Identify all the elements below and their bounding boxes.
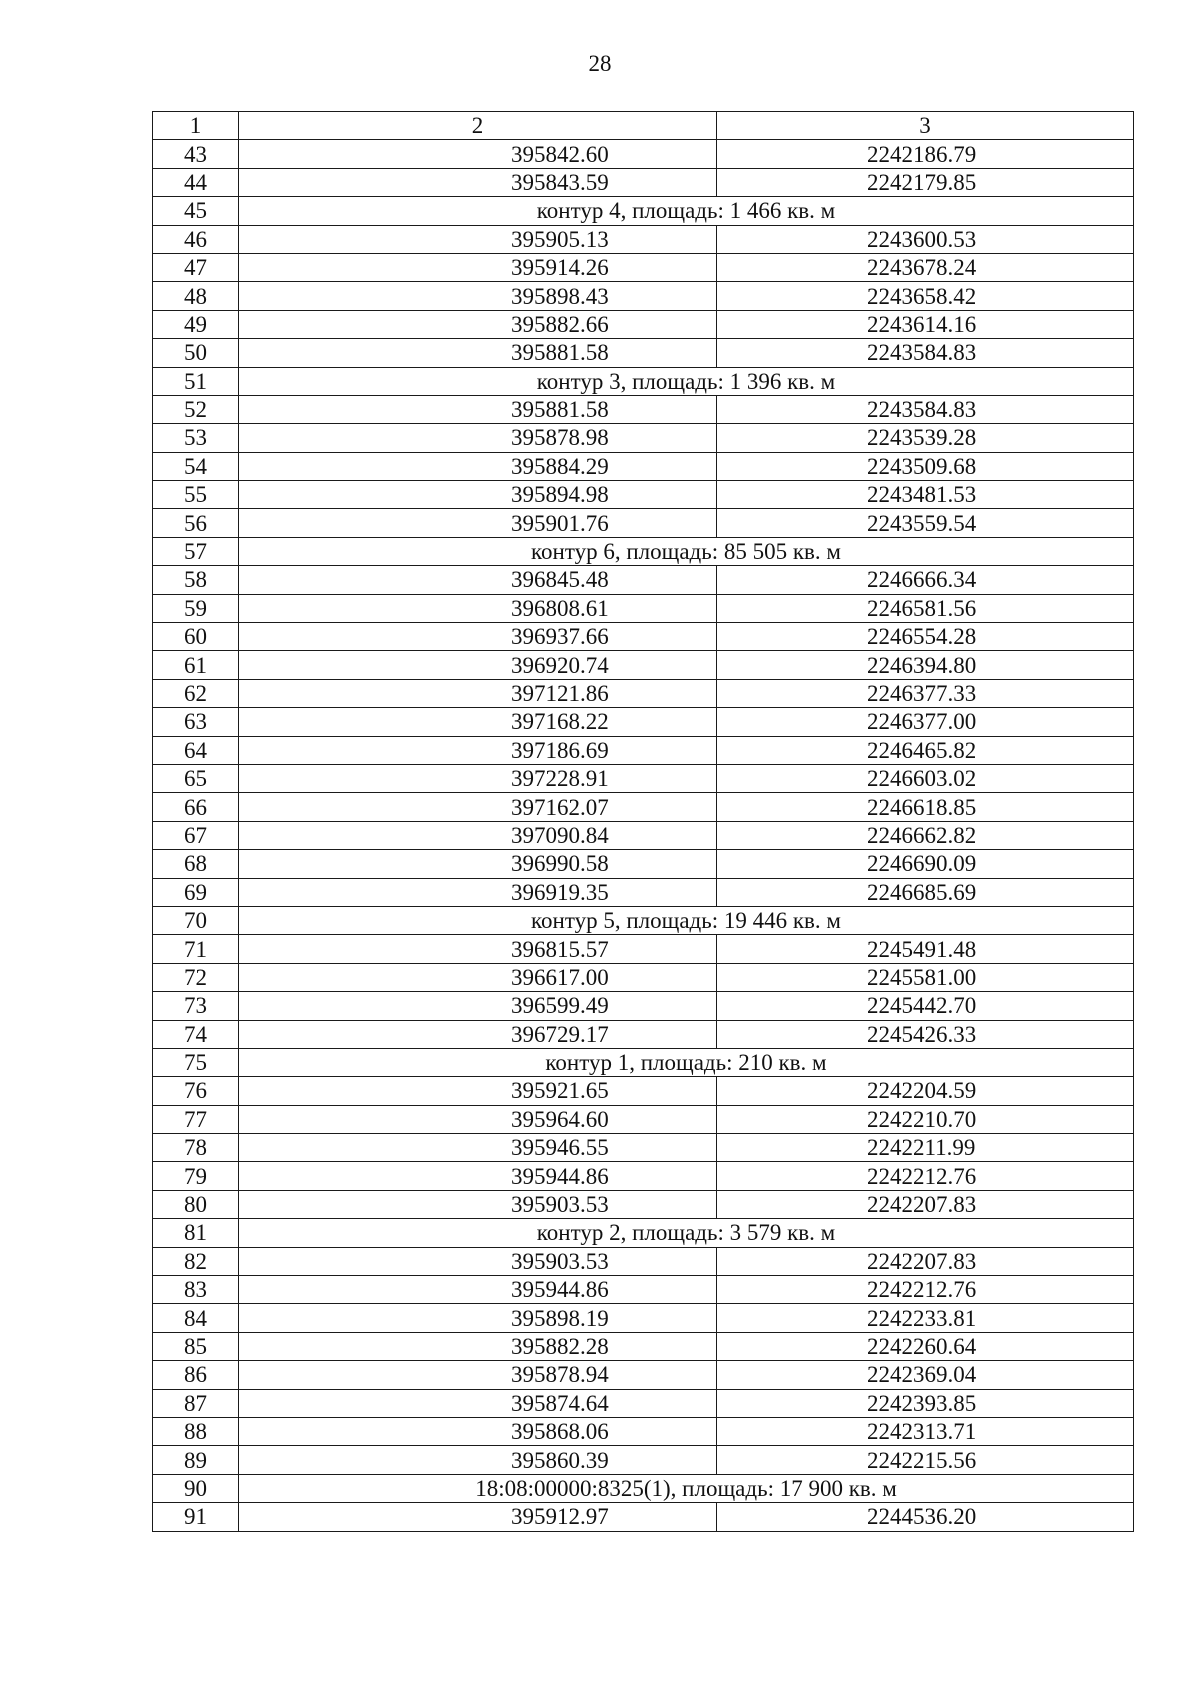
point-number-cell: 74 <box>153 1020 239 1048</box>
x-coordinate-cell: 395901.76 <box>239 509 717 537</box>
y-coordinate-cell: 2242204.59 <box>717 1077 1134 1105</box>
x-coordinate-cell: 395903.53 <box>239 1190 717 1218</box>
table-row <box>153 566 1134 594</box>
x-coordinate-cell: 397162.07 <box>239 793 717 821</box>
x-coordinate-cell: 395874.64 <box>239 1389 717 1417</box>
point-number-cell: 88 <box>153 1417 239 1445</box>
table-row <box>153 1417 1134 1445</box>
point-number-cell: 50 <box>153 339 239 367</box>
y-coordinate-cell: 2242207.83 <box>717 1190 1134 1218</box>
x-coordinate-cell: 395842.60 <box>239 140 717 168</box>
x-coordinate-cell: 396808.61 <box>239 594 717 622</box>
table-row <box>153 1162 1134 1190</box>
table-row <box>153 140 1134 168</box>
y-coordinate-cell: 2246377.00 <box>717 708 1134 736</box>
x-coordinate-cell: 396729.17 <box>239 1020 717 1048</box>
y-coordinate-cell: 2243678.24 <box>717 253 1134 281</box>
x-coordinate-cell: 395944.86 <box>239 1162 717 1190</box>
contour-header-row <box>153 1219 1134 1247</box>
point-number-cell: 73 <box>153 992 239 1020</box>
y-coordinate-cell: 2242369.04 <box>717 1361 1134 1389</box>
y-coordinate-cell: 2243614.16 <box>717 310 1134 338</box>
table-row <box>153 878 1134 906</box>
y-coordinate-cell: 2246666.34 <box>717 566 1134 594</box>
point-number-cell: 51 <box>153 367 239 395</box>
y-coordinate-cell: 2242393.85 <box>717 1389 1134 1417</box>
point-number-cell: 64 <box>153 736 239 764</box>
table-row <box>153 168 1134 196</box>
contour-label-cell: 18:08:00000:8325(1), площадь: 17 900 кв. м <box>239 1474 1134 1502</box>
point-number-cell: 44 <box>153 168 239 196</box>
x-coordinate-cell: 395898.43 <box>239 282 717 310</box>
y-coordinate-cell: 2242212.76 <box>717 1276 1134 1304</box>
x-coordinate-cell: 395860.39 <box>239 1446 717 1474</box>
x-coordinate-cell: 396919.35 <box>239 878 717 906</box>
point-number-cell: 75 <box>153 1048 239 1076</box>
table-row <box>153 679 1134 707</box>
x-coordinate-cell: 395878.98 <box>239 424 717 452</box>
y-coordinate-cell: 2242186.79 <box>717 140 1134 168</box>
y-coordinate-cell: 2243600.53 <box>717 225 1134 253</box>
y-coordinate-cell: 2246685.69 <box>717 878 1134 906</box>
table-row <box>153 253 1134 281</box>
x-coordinate-cell: 395894.98 <box>239 481 717 509</box>
point-number-cell: 82 <box>153 1247 239 1275</box>
y-coordinate-cell: 2246394.80 <box>717 651 1134 679</box>
x-coordinate-cell: 397121.86 <box>239 679 717 707</box>
x-coordinate-cell: 396599.49 <box>239 992 717 1020</box>
y-coordinate-cell: 2245581.00 <box>717 963 1134 991</box>
header-cell-1: 1 <box>153 112 239 140</box>
point-number-cell: 49 <box>153 310 239 338</box>
point-number-cell: 62 <box>153 679 239 707</box>
table-row <box>153 1304 1134 1332</box>
table-row <box>153 708 1134 736</box>
header-cell-3: 3 <box>717 112 1134 140</box>
x-coordinate-cell: 395882.66 <box>239 310 717 338</box>
point-number-cell: 77 <box>153 1105 239 1133</box>
table-header-row <box>153 112 1134 140</box>
x-coordinate-cell: 396920.74 <box>239 651 717 679</box>
x-coordinate-cell: 395881.58 <box>239 339 717 367</box>
x-coordinate-cell: 396937.66 <box>239 623 717 651</box>
point-number-cell: 86 <box>153 1361 239 1389</box>
contour-label-cell: контур 2, площадь: 3 579 кв. м <box>239 1219 1134 1247</box>
y-coordinate-cell: 2243584.83 <box>717 395 1134 423</box>
table-row <box>153 509 1134 537</box>
y-coordinate-cell: 2242211.99 <box>717 1134 1134 1162</box>
x-coordinate-cell: 395898.19 <box>239 1304 717 1332</box>
table-row <box>153 424 1134 452</box>
y-coordinate-cell: 2246603.02 <box>717 764 1134 792</box>
table-row <box>153 1332 1134 1360</box>
y-coordinate-cell: 2246690.09 <box>717 850 1134 878</box>
point-number-cell: 85 <box>153 1332 239 1360</box>
table-row <box>153 452 1134 480</box>
table-row <box>153 736 1134 764</box>
y-coordinate-cell: 2246554.28 <box>717 623 1134 651</box>
y-coordinate-cell: 2243539.28 <box>717 424 1134 452</box>
x-coordinate-cell: 396815.57 <box>239 935 717 963</box>
header-cell-2: 2 <box>239 112 717 140</box>
point-number-cell: 54 <box>153 452 239 480</box>
contour-label-cell: контур 1, площадь: 210 кв. м <box>239 1048 1134 1076</box>
point-number-cell: 67 <box>153 821 239 849</box>
table-row <box>153 992 1134 1020</box>
y-coordinate-cell: 2246618.85 <box>717 793 1134 821</box>
y-coordinate-cell: 2242212.76 <box>717 1162 1134 1190</box>
y-coordinate-cell: 2242207.83 <box>717 1247 1134 1275</box>
y-coordinate-cell: 2243584.83 <box>717 339 1134 367</box>
x-coordinate-cell: 397168.22 <box>239 708 717 736</box>
contour-header-row <box>153 197 1134 225</box>
table-row <box>153 1190 1134 1218</box>
y-coordinate-cell: 2246377.33 <box>717 679 1134 707</box>
point-number-cell: 91 <box>153 1503 239 1531</box>
y-coordinate-cell: 2245426.33 <box>717 1020 1134 1048</box>
x-coordinate-cell: 395843.59 <box>239 168 717 196</box>
y-coordinate-cell: 2242313.71 <box>717 1417 1134 1445</box>
point-number-cell: 48 <box>153 282 239 310</box>
y-coordinate-cell: 2245491.48 <box>717 935 1134 963</box>
point-number-cell: 59 <box>153 594 239 622</box>
y-coordinate-cell: 2242260.64 <box>717 1332 1134 1360</box>
table-row <box>153 1446 1134 1474</box>
contour-header-row <box>153 537 1134 565</box>
table-row <box>153 225 1134 253</box>
table-row <box>153 1503 1134 1531</box>
x-coordinate-cell: 395884.29 <box>239 452 717 480</box>
y-coordinate-cell: 2243481.53 <box>717 481 1134 509</box>
point-number-cell: 68 <box>153 850 239 878</box>
y-coordinate-cell: 2246662.82 <box>717 821 1134 849</box>
x-coordinate-cell: 395868.06 <box>239 1417 717 1445</box>
table-row <box>153 1247 1134 1275</box>
point-number-cell: 47 <box>153 253 239 281</box>
x-coordinate-cell: 395882.28 <box>239 1332 717 1360</box>
y-coordinate-cell: 2244536.20 <box>717 1503 1134 1531</box>
y-coordinate-cell: 2246465.82 <box>717 736 1134 764</box>
point-number-cell: 46 <box>153 225 239 253</box>
y-coordinate-cell: 2243559.54 <box>717 509 1134 537</box>
y-coordinate-cell: 2246581.56 <box>717 594 1134 622</box>
y-coordinate-cell: 2242210.70 <box>717 1105 1134 1133</box>
point-number-cell: 90 <box>153 1474 239 1502</box>
point-number-cell: 57 <box>153 537 239 565</box>
table-row <box>153 793 1134 821</box>
table-row <box>153 1134 1134 1162</box>
point-number-cell: 53 <box>153 424 239 452</box>
x-coordinate-cell: 396845.48 <box>239 566 717 594</box>
table-row <box>153 935 1134 963</box>
table-row <box>153 1020 1134 1048</box>
x-coordinate-cell: 395921.65 <box>239 1077 717 1105</box>
table-row <box>153 623 1134 651</box>
point-number-cell: 76 <box>153 1077 239 1105</box>
table-row <box>153 594 1134 622</box>
coordinates-table <box>152 111 1134 1532</box>
table-row <box>153 1105 1134 1133</box>
x-coordinate-cell: 396617.00 <box>239 963 717 991</box>
contour-label-cell: контур 6, площадь: 85 505 кв. м <box>239 537 1134 565</box>
table-row <box>153 764 1134 792</box>
x-coordinate-cell: 397228.91 <box>239 764 717 792</box>
point-number-cell: 71 <box>153 935 239 963</box>
x-coordinate-cell: 395903.53 <box>239 1247 717 1275</box>
y-coordinate-cell: 2242233.81 <box>717 1304 1134 1332</box>
x-coordinate-cell: 395964.60 <box>239 1105 717 1133</box>
y-coordinate-cell: 2245442.70 <box>717 992 1134 1020</box>
point-number-cell: 78 <box>153 1134 239 1162</box>
x-coordinate-cell: 395912.97 <box>239 1503 717 1531</box>
x-coordinate-cell: 396990.58 <box>239 850 717 878</box>
table-row <box>153 1361 1134 1389</box>
page-number: 28 <box>588 51 612 76</box>
y-coordinate-cell: 2242215.56 <box>717 1446 1134 1474</box>
table-body <box>153 112 1134 1532</box>
point-number-cell: 89 <box>153 1446 239 1474</box>
point-number-cell: 81 <box>153 1219 239 1247</box>
contour-label-cell: контур 4, площадь: 1 466 кв. м <box>239 197 1134 225</box>
point-number-cell: 70 <box>153 906 239 934</box>
point-number-cell: 58 <box>153 566 239 594</box>
y-coordinate-cell: 2243509.68 <box>717 452 1134 480</box>
contour-label-cell: контур 3, площадь: 1 396 кв. м <box>239 367 1134 395</box>
x-coordinate-cell: 395914.26 <box>239 253 717 281</box>
x-coordinate-cell: 397186.69 <box>239 736 717 764</box>
point-number-cell: 84 <box>153 1304 239 1332</box>
point-number-cell: 45 <box>153 197 239 225</box>
x-coordinate-cell: 395944.86 <box>239 1276 717 1304</box>
y-coordinate-cell: 2243658.42 <box>717 282 1134 310</box>
x-coordinate-cell: 395878.94 <box>239 1361 717 1389</box>
contour-header-row <box>153 1048 1134 1076</box>
point-number-cell: 79 <box>153 1162 239 1190</box>
contour-header-row <box>153 367 1134 395</box>
table-row <box>153 481 1134 509</box>
table-row <box>153 821 1134 849</box>
x-coordinate-cell: 397090.84 <box>239 821 717 849</box>
table-row <box>153 1077 1134 1105</box>
point-number-cell: 83 <box>153 1276 239 1304</box>
x-coordinate-cell: 395881.58 <box>239 395 717 423</box>
point-number-cell: 63 <box>153 708 239 736</box>
x-coordinate-cell: 395905.13 <box>239 225 717 253</box>
point-number-cell: 66 <box>153 793 239 821</box>
contour-label-cell: контур 5, площадь: 19 446 кв. м <box>239 906 1134 934</box>
x-coordinate-cell: 395946.55 <box>239 1134 717 1162</box>
point-number-cell: 43 <box>153 140 239 168</box>
point-number-cell: 65 <box>153 764 239 792</box>
contour-header-row <box>153 1474 1134 1502</box>
point-number-cell: 52 <box>153 395 239 423</box>
table-row <box>153 395 1134 423</box>
table-row <box>153 963 1134 991</box>
y-coordinate-cell: 2242179.85 <box>717 168 1134 196</box>
table-row <box>153 1276 1134 1304</box>
table-row <box>153 651 1134 679</box>
point-number-cell: 60 <box>153 623 239 651</box>
point-number-cell: 61 <box>153 651 239 679</box>
point-number-cell: 87 <box>153 1389 239 1417</box>
table-row <box>153 1389 1134 1417</box>
point-number-cell: 69 <box>153 878 239 906</box>
table-row <box>153 282 1134 310</box>
table-row <box>153 310 1134 338</box>
point-number-cell: 55 <box>153 481 239 509</box>
contour-header-row <box>153 906 1134 934</box>
table-row <box>153 339 1134 367</box>
table-row <box>153 850 1134 878</box>
point-number-cell: 56 <box>153 509 239 537</box>
point-number-cell: 80 <box>153 1190 239 1218</box>
point-number-cell: 72 <box>153 963 239 991</box>
